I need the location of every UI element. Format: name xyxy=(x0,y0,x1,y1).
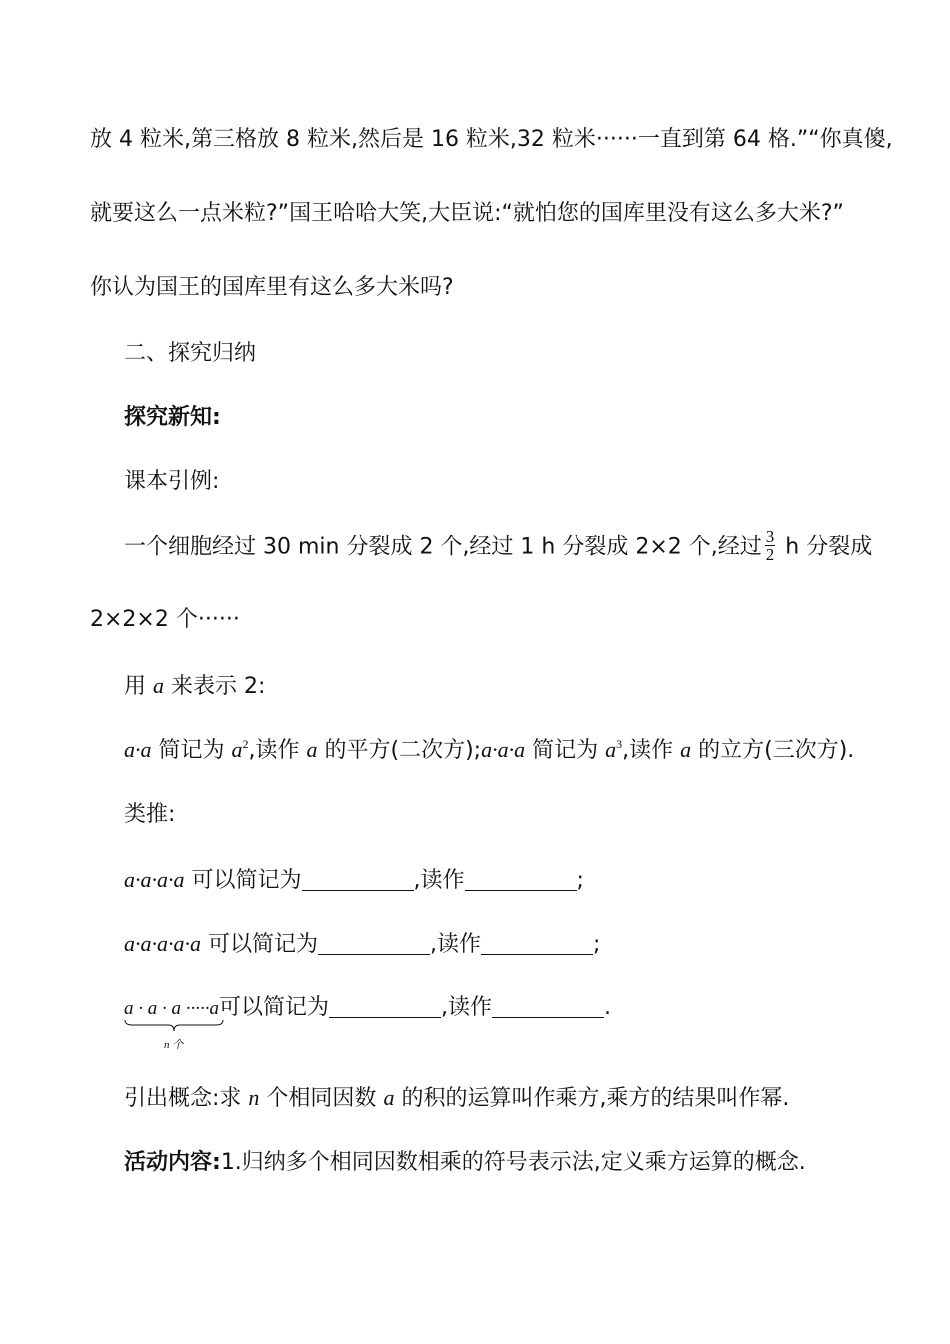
concept-mid: 个相同因数 xyxy=(266,1086,377,1111)
answer-blank[interactable] xyxy=(481,932,593,955)
concept-post: 的积的运算叫作乘方,乘方的结果叫作幂. xyxy=(401,1086,790,1111)
concept-pre: 引出概念:求 xyxy=(124,1086,242,1111)
cell-example-part1: 一个细胞经过 30 min 分裂成 2 个,经过 1 h 分裂成 2×2 个,经过 xyxy=(124,534,762,560)
cube-base: a xyxy=(605,737,617,762)
square-read-var: a xyxy=(306,737,318,762)
analogy-row-1 xyxy=(124,865,584,896)
activity-content xyxy=(124,1148,806,1178)
square-exponent: 2 xyxy=(242,737,249,751)
concept-a: a xyxy=(383,1085,395,1110)
cube-expression: a·a·a xyxy=(481,737,526,762)
cell-example-line-1 xyxy=(124,527,873,565)
analogy-row-2-end: ; xyxy=(593,932,601,957)
cell-example-line-2: 2×2×2 个······ xyxy=(90,607,240,632)
cell-example-part2: h 分裂成 xyxy=(785,534,873,560)
square-base: a xyxy=(231,737,243,762)
fraction-numerator: 3 xyxy=(765,527,775,546)
analogy-label: 类推: xyxy=(124,802,176,827)
analogy-row-3 xyxy=(124,993,612,1051)
analogy-row-3-read: ,读作 xyxy=(441,995,493,1020)
underbrace xyxy=(124,1019,224,1033)
underbrace-label: n 个 xyxy=(164,1039,184,1051)
answer-blank[interactable] xyxy=(465,868,577,891)
cube-read-text: ,读作 xyxy=(622,738,674,763)
analogy-row-3-end: . xyxy=(604,995,612,1020)
explore-subheading: 探究新知: xyxy=(124,405,221,430)
answer-blank[interactable] xyxy=(492,995,604,1018)
cube-name: 的立方(三次方). xyxy=(698,738,855,763)
analogy-row-1-end: ; xyxy=(576,868,584,893)
analogy-row-3-abbr: 可以简记为 xyxy=(219,995,330,1020)
activity-text: 1.归纳多个相同因数相乘的符号表示法,定义乘方运算的概念. xyxy=(220,1150,806,1175)
answer-blank[interactable] xyxy=(302,868,414,891)
fraction-denominator: 2 xyxy=(765,545,775,564)
analogy-row-2 xyxy=(124,929,600,960)
analogy-row-1-expr: a·a·a·a xyxy=(124,867,185,892)
square-name: 的平方(二次方); xyxy=(324,738,482,763)
square-expression: a·a xyxy=(124,737,152,762)
textbook-label: 课本引例: xyxy=(124,469,220,494)
square-abbr-text: 简记为 xyxy=(158,738,225,763)
concept-n: n xyxy=(248,1085,260,1110)
square-read-text: ,读作 xyxy=(248,738,300,763)
notation-var: a xyxy=(153,673,165,698)
analogy-row-2-expr: a·a·a·a·a xyxy=(124,931,201,956)
story-line-2: 就要这么一点米粒?”国王哈哈大笑,大臣说:“就怕您的国库里没有这么多大米?” xyxy=(90,201,844,226)
notation-intro-pre: 用 xyxy=(124,674,147,699)
notation-intro xyxy=(124,671,265,702)
analogy-row-1-read: ,读作 xyxy=(413,868,465,893)
activity-label: 活动内容: xyxy=(124,1150,221,1175)
notation-intro-post: 来表示 2: xyxy=(171,674,266,699)
cube-abbr-text: 简记为 xyxy=(532,738,599,763)
analogy-row-2-read: ,读作 xyxy=(430,932,482,957)
answer-blank[interactable] xyxy=(318,932,430,955)
analogy-row-3-expr: a · a · a ·····a xyxy=(124,998,219,1019)
story-line-3: 你认为国王的国库里有这么多大米吗? xyxy=(90,275,454,300)
fraction-three-halves xyxy=(765,528,776,563)
cube-read-var: a xyxy=(680,737,692,762)
section-heading: 二、探究归纳 xyxy=(124,341,257,366)
story-line-1: 放 4 粒米,第三格放 8 粒米,然后是 16 粒米,32 粒米······一直到第 64 格.”“你真傻, xyxy=(90,127,893,152)
answer-blank[interactable] xyxy=(329,995,441,1018)
notation-definition xyxy=(124,735,854,766)
analogy-row-1-abbr: 可以简记为 xyxy=(191,868,302,893)
analogy-row-2-abbr: 可以简记为 xyxy=(208,932,319,957)
n-factor-product xyxy=(124,993,219,1051)
concept-definition xyxy=(124,1083,789,1114)
cube-exponent: 3 xyxy=(616,737,623,751)
